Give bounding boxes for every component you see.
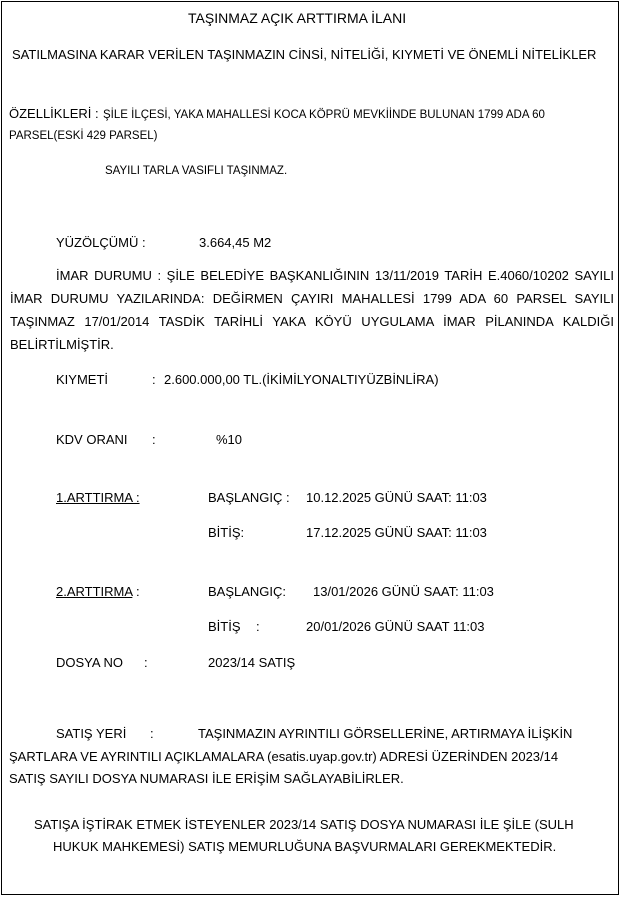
closing-line-2: HUKUK MAHKEMESİ) SATIŞ MEMURLUĞUNA BAŞVURMALARI GEREKMEKTEDİR. [53,839,557,854]
area-value: 3.664,45 M2 [199,235,272,250]
auction1-end-label: BİTİŞ: [208,525,245,540]
auction-notice [1,1,619,895]
auction1-end-value: 17.12.2025 GÜNÜ SAAT: 11:03 [306,525,487,540]
vat-sep: : [152,432,156,447]
area-label: YÜZÖLÇÜMÜ : [56,235,146,250]
features-line-1: ŞİLE İLÇESİ, YAKA MAHALLESİ KOCA KÖPRÜ MEVKİİNDE BULUNAN 1799 ADA 60 [103,109,545,121]
features-line-2: PARSEL(ESKİ 429 PARSEL) [9,130,158,142]
sale-place-line-2: ŞARTLARA VE AYRINTILI AÇIKLAMALARA (esatis.uyap.gov.tr) ADRESİ ÜZERİNDEN 2023/14 [9,749,559,764]
vat-rate: %10 [216,432,243,447]
features-line-3: SAYILI TARLA VASIFLI TAŞINMAZ. [105,165,288,177]
auction2-label: 2.ARTTIRMA [56,584,133,599]
sale-place-label: SATIŞ YERİ [56,726,127,741]
sale-place-line-1: TAŞINMAZIN AYRINTILI GÖRSELLERİNE, ARTIRMAYA İLİŞKİN [198,726,573,741]
value-label: KIYMETİ [56,372,109,387]
auction2-end-label: BİTİŞ [208,619,241,634]
sale-place-line-3: SATIŞ SAYILI DOSYA NUMARASI İLE ERİŞİM SAĞLAYABİLİRLER. [9,771,404,786]
auction2-label-wrap [56,584,140,600]
file-label: DOSYA NO [56,655,123,670]
auction2-end-sep: : [256,619,260,634]
closing-line-1: SATIŞA İŞTİRAK ETMEK İSTEYENLER 2023/14 SATIŞ DOSYA NUMARASI İLE ŞİLE (SULH [34,817,574,832]
sale-place-sep: : [150,726,154,741]
auction1-start-value: 10.12.2025 GÜNÜ SAAT: 11:03 [306,490,487,505]
zoning-paragraph: İMAR DURUMU : ŞİLE BELEDİYE BAŞKANLIĞININ 13/11/2019 TARİH E.4060/10202 SAYILI İMAR DURUMU YAZILARINDA: DEĞİRMEN ÇAYIRI MAHALLESİ 1799 ADA 60 PARSEL SAYILI TAŞINMAZ 17/01/2014 TASDİK TARİHLİ YAKA KÖYÜ UYGULAMA İMAR PİLANINDA KALDIĞI BELİRTİLMİŞTİR. [10,268,614,352]
subtitle: SATILMASINA KARAR VERİLEN TAŞINMAZIN CİNSİ, NİTELİĞİ, KIYMETİ VE ÖNEMLİ NİTELİKLER [12,47,597,62]
page-title: TAŞINMAZ AÇIK ARTTIRMA İLANI [188,10,407,26]
file-value: 2023/14 SATIŞ [208,655,296,670]
value-sep: : [152,372,156,387]
features-label: ÖZELLİKLERİ : [9,106,99,121]
auction1-start-label: BAŞLANGIÇ : [208,490,290,505]
auction2-start-value: 13/01/2026 GÜNÜ SAAT: 11:03 [313,584,494,599]
auction1-label: 1.ARTTIRMA : [56,490,140,505]
auction2-start-label: BAŞLANGIÇ: [208,584,287,599]
value-amount: 2.600.000,00 TL.(İKİMİLYONALTIYÜZBİNLİRA) [164,372,439,387]
vat-label: KDV ORANI [56,432,128,447]
file-sep: : [144,655,148,670]
auction2-label-suffix: : [135,584,140,599]
auction2-end-value: 20/01/2026 GÜNÜ SAAT 11:03 [306,619,485,634]
